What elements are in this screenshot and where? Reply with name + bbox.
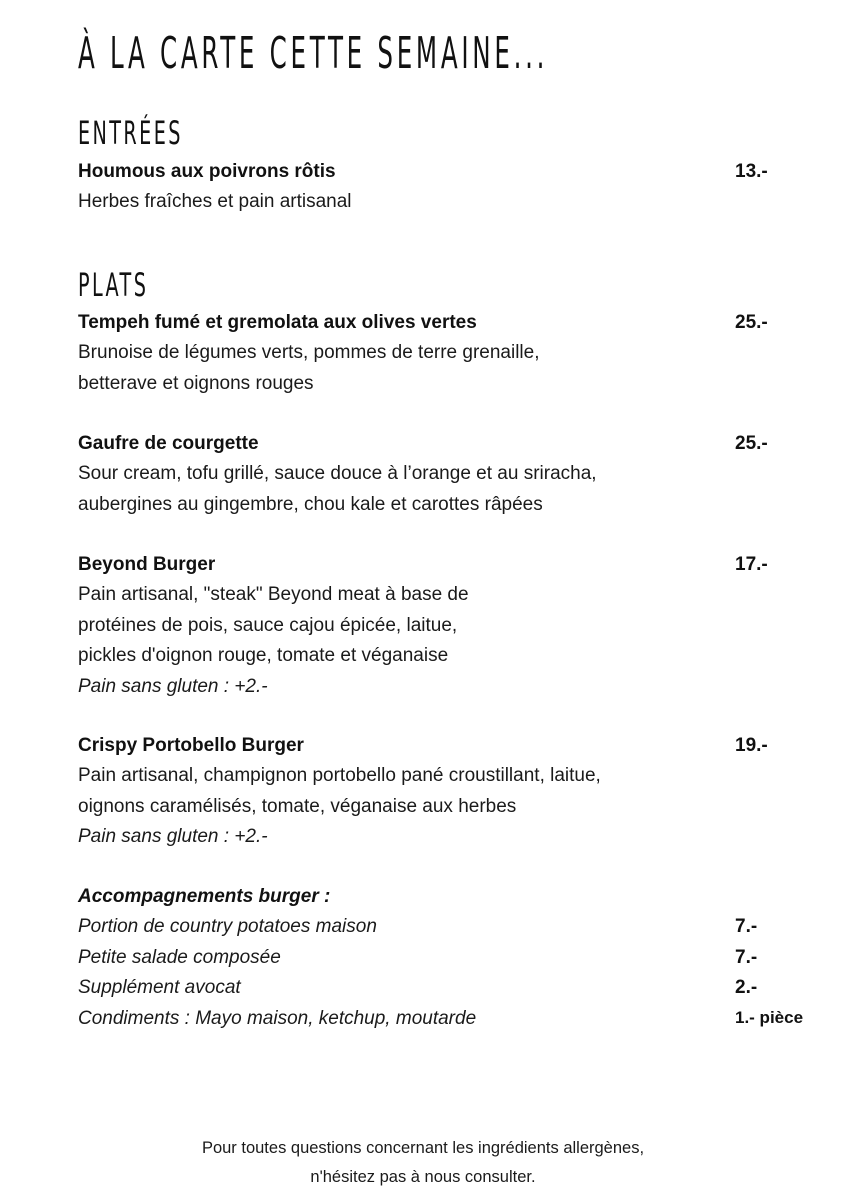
section-title-plats: PLATS <box>78 266 149 304</box>
page-title: À LA CARTE CETTE SEMAINE... <box>78 28 549 79</box>
side-item-price: 1.- pièce <box>735 1008 804 1027</box>
side-item-name: Supplément avocat <box>78 977 241 998</box>
menu-item-name: Tempeh fumé et gremolata aux olives vertes <box>78 312 477 333</box>
menu-item-name: Houmous aux poivrons rôtis <box>78 161 336 182</box>
menu-item-price: 13.- <box>735 161 768 182</box>
menu-item-name: Gaufre de courgette <box>78 433 259 454</box>
side-item-price: 7.- <box>735 916 758 937</box>
menu-item-description: pickles d'oignon rouge, tomate et véganaise <box>78 645 449 666</box>
menu-item-houmous <box>78 157 778 218</box>
allergen-notice-line: Pour toutes questions concernant les ingrédients allergènes, <box>201 1139 645 1157</box>
side-item-price: 7.- <box>735 947 758 968</box>
menu-item-description: Pain artisanal, "steak" Beyond meat à base de <box>78 584 469 605</box>
menu-item-description: aubergines au gingembre, chou kale et carottes râpées <box>78 493 543 515</box>
menu-item-gaufre <box>78 429 778 520</box>
sides-heading: Accompagnements burger : <box>78 886 331 907</box>
allergen-notice <box>0 1134 846 1192</box>
menu-item-description: Brunoise de légumes verts, pommes de terre grenaille, <box>78 342 540 363</box>
menu-item-price: 17.- <box>735 554 768 575</box>
allergen-notice-line: n'hésitez pas à nous consulter. <box>310 1168 536 1186</box>
menu-item-name: Beyond Burger <box>78 554 216 575</box>
side-item-name: Petite salade composée <box>78 947 281 968</box>
menu-item-description: Herbes fraîches et pain artisanal <box>78 191 352 212</box>
menu-item-tempeh <box>78 308 778 399</box>
menu-item-description: protéines de pois, sauce cajou épicée, laitue, <box>78 614 458 636</box>
menu-item-description: betterave et oignons rouges <box>78 372 314 394</box>
section-title-entrees: ENTRÉES <box>78 114 183 152</box>
menu-item-description: Pain artisanal, champignon portobello pané croustillant, laitue, <box>78 765 601 786</box>
menu-item-price: 19.- <box>735 735 768 756</box>
menu-item-beyond-burger <box>78 550 778 702</box>
menu-item-note: Pain sans gluten : +2.- <box>78 826 268 847</box>
side-item-name: Condiments : Mayo maison, ketchup, moutarde <box>78 1008 477 1029</box>
menu-item-description: Sour cream, tofu grillé, sauce douce à l’orange et au sriracha, <box>78 463 597 484</box>
menu-item-note: Pain sans gluten : +2.- <box>78 675 268 697</box>
menu-item-price: 25.- <box>735 312 768 333</box>
side-item-price: 2.- <box>735 977 758 998</box>
menu-item-name: Crispy Portobello Burger <box>78 735 304 756</box>
side-item-name: Portion de country potatoes maison <box>78 916 377 937</box>
menu-item-price: 25.- <box>735 433 768 454</box>
menu-item-portobello-burger <box>78 731 778 853</box>
menu-item-description: oignons caramélisés, tomate, véganaise aux herbes <box>78 795 517 817</box>
